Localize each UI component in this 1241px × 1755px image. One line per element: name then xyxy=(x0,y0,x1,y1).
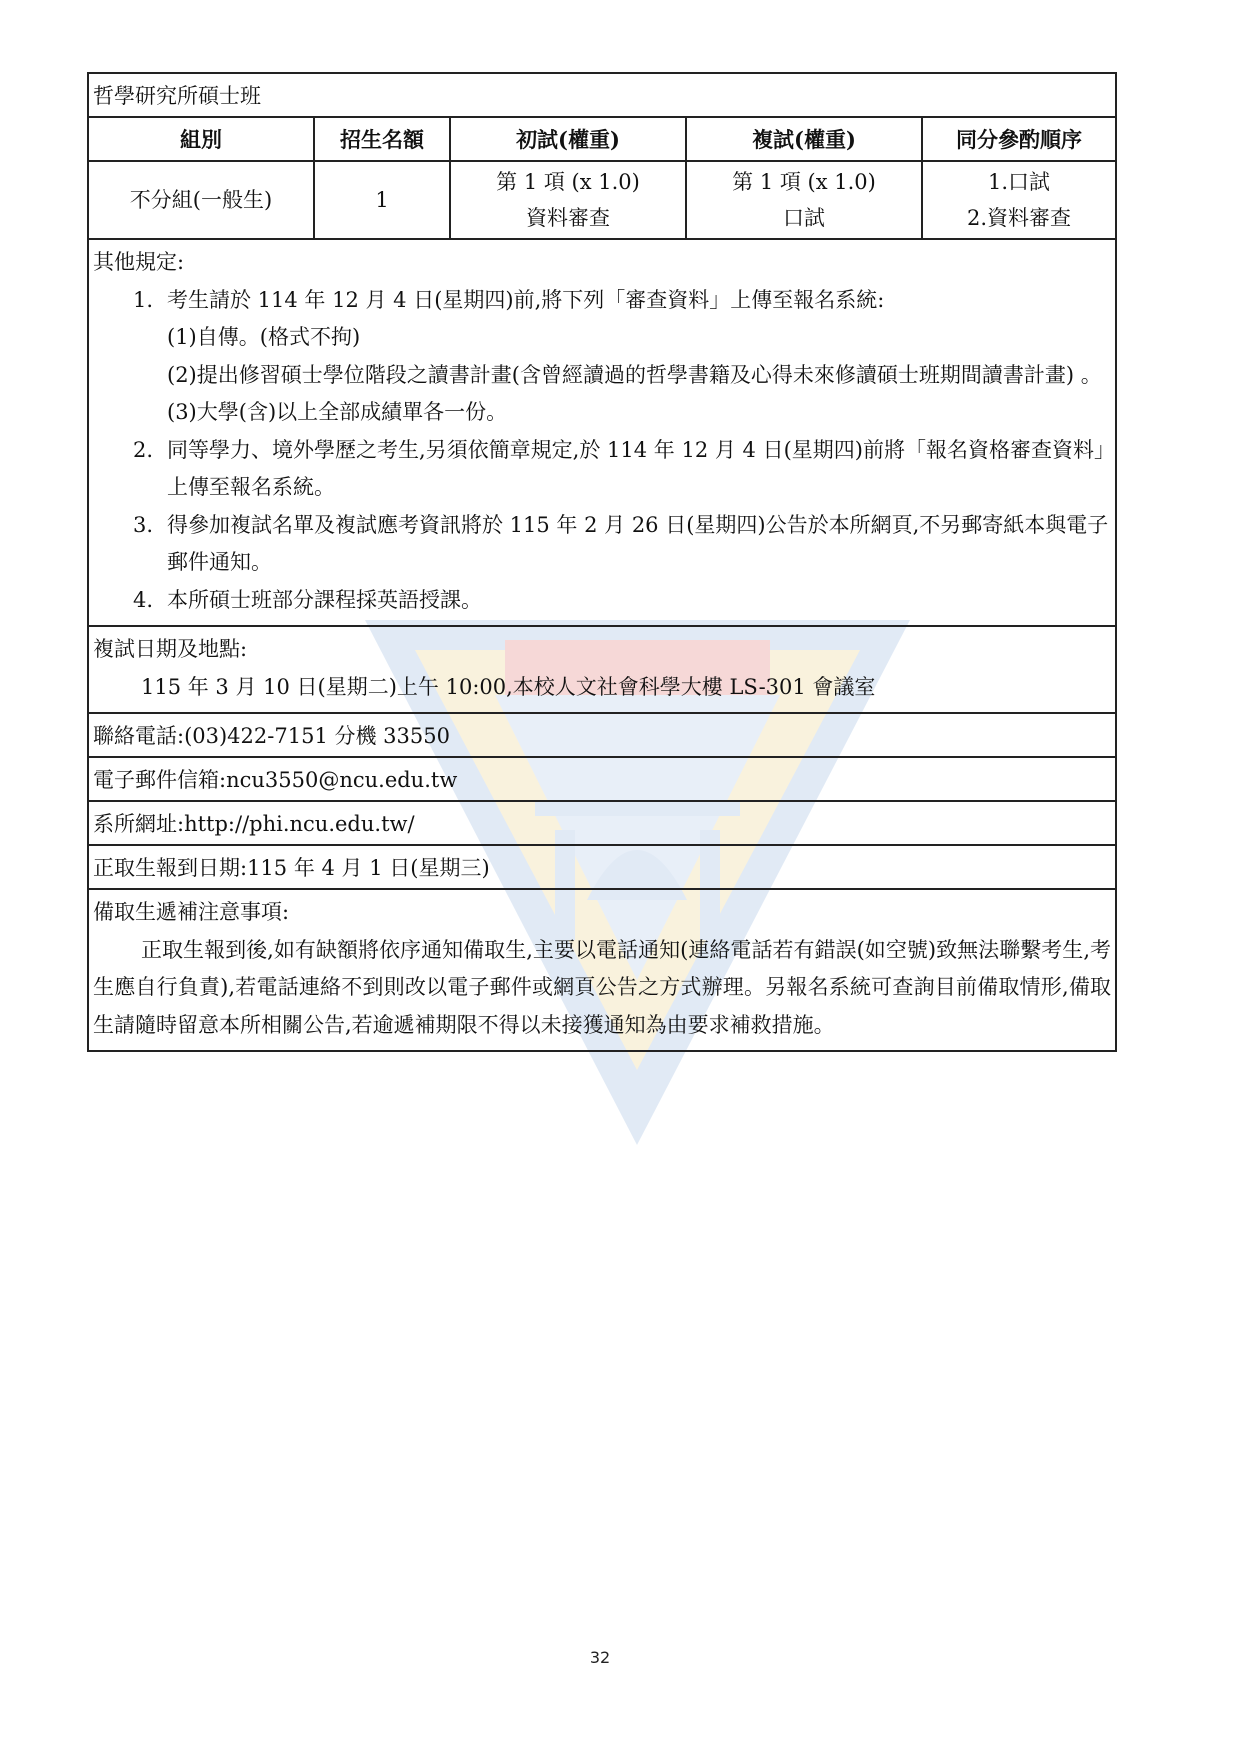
rule-sub-item: (1)自傳。(格式不拘) xyxy=(167,325,361,349)
header-quota: 招生名額 xyxy=(314,117,450,161)
contact-phone: 聯絡電話:(03)422-7151 分機 33550 xyxy=(88,713,1116,757)
second-cell xyxy=(686,161,922,239)
rule-text: 考生請於 114 年 12 月 4 日(星期四)前,將下列「審查資料」上傳至報名系統: xyxy=(167,287,885,312)
page-number: 32 xyxy=(589,1648,611,1667)
header-prelim: 初試(權重) xyxy=(450,117,686,161)
list-item xyxy=(133,507,1111,582)
list-item xyxy=(133,282,1111,432)
rule-number: 1. xyxy=(133,287,154,312)
tiebreak-1: 1.口試 xyxy=(987,170,1051,194)
rule-sub-item: (3)大學(含)以上全部成績單各一份。 xyxy=(167,400,508,424)
rule-number: 3. xyxy=(133,512,154,537)
prelim-name: 資料審查 xyxy=(526,206,610,230)
exam-section xyxy=(88,626,1116,713)
group-cell: 不分組(一般生) xyxy=(88,161,314,239)
rule-text: 得參加複試名單及複試應考資訊將於 115 年 2 月 26 日(星期四)公告於本所網頁,不另郵寄紙本與電子郵件通知。 xyxy=(167,512,1109,574)
other-rules-heading: 其他規定: xyxy=(93,250,185,274)
rule-sub-item: (2)提出修習碩士學位階段之讀書計畫(含曾經讀過的哲學書籍及心得未來修讀碩士班期間讀書計畫) 。 xyxy=(167,362,1102,387)
quota-cell: 1 xyxy=(314,161,450,239)
waitlist-section xyxy=(88,889,1116,1051)
prelim-item: 第 1 項 (x 1.0) xyxy=(496,170,640,194)
waitlist-body: 正取生報到後,如有缺額將依序通知備取生,主要以電話通知(連絡電話若有錯誤(如空號)致無法聯繫考生,考生應自行負責),若電話連絡不到則改以電子郵件或網頁公告之方式辦理。另報名系統可查詢目前備取情形,備取生請隨時留意本所相關公告,若逾遞補期限不得以未接獲通知為由要求補救措施。 xyxy=(93,937,1112,1037)
second-name: 口試 xyxy=(783,206,825,230)
report-date: 正取生報到日期:115 年 4 月 1 日(星期三) xyxy=(88,845,1116,889)
header-second: 複試(權重) xyxy=(686,117,922,161)
table-row xyxy=(88,161,1116,239)
list-item xyxy=(133,582,1111,620)
rules-list xyxy=(93,282,1111,620)
program-title: 哲學研究所碩士班 xyxy=(88,73,1116,117)
second-item: 第 1 項 (x 1.0) xyxy=(732,170,876,194)
contact-email: 電子郵件信箱:ncu3550@ncu.edu.tw xyxy=(88,757,1116,801)
table-header-row xyxy=(88,117,1116,161)
rule-number: 2. xyxy=(133,437,154,462)
prelim-cell xyxy=(450,161,686,239)
tiebreak-2: 2.資料審查 xyxy=(966,206,1072,230)
list-item xyxy=(133,432,1111,507)
rule-number: 4. xyxy=(133,587,154,612)
header-group: 組別 xyxy=(88,117,314,161)
department-website: 系所網址:http://phi.ncu.edu.tw/ xyxy=(88,801,1116,845)
tiebreak-cell xyxy=(922,161,1116,239)
exam-detail: 115 年 3 月 10 日(星期二)上午 10:00,本校人文社會科學大樓 LS-301 會議室 xyxy=(141,674,876,699)
rule-text: 同等學力、境外學歷之考生,另須依簡章規定,於 114 年 12 月 4 日(星期四)前將「報名資格審查資料」上傳至報名系統。 xyxy=(167,437,1105,499)
rule-text: 本所碩士班部分課程採英語授課。 xyxy=(167,587,482,612)
waitlist-heading: 備取生遞補注意事項: xyxy=(93,900,290,924)
other-rules-section xyxy=(88,239,1116,626)
header-tiebreak: 同分參酌順序 xyxy=(922,117,1116,161)
exam-heading: 複試日期及地點: xyxy=(93,637,248,661)
admission-table xyxy=(87,72,1117,1052)
